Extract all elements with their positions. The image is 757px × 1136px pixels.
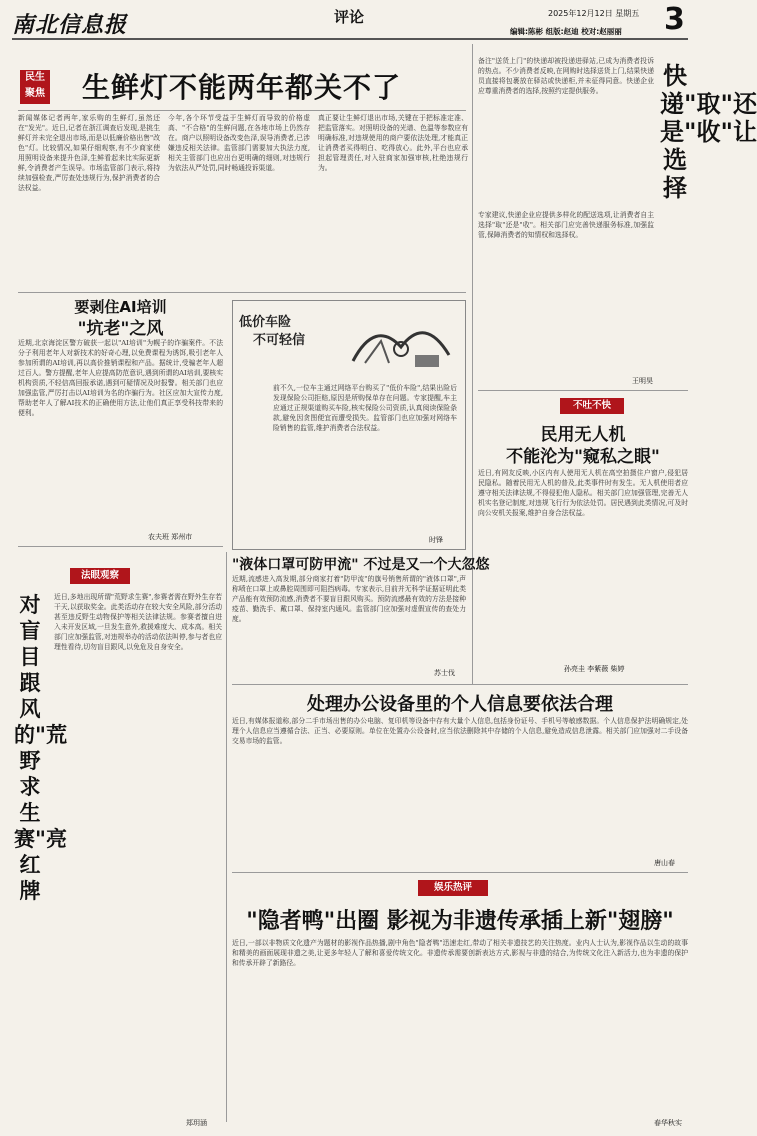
law-column-divider [226,552,227,1122]
car-insurance-byline: 时锋 [429,536,443,544]
mask-article-body: 近期,流感进入高发期,部分商家打着"防甲流"的旗号销售所谓的"液体口罩",声称喷在口罩上或鼻腔周围即可阻挡病毒。专家表示,目前并无科学证据证明此类产品能有效预防流感,消费者不要盲目跟风购买。预防流感最有效的方法是接种疫苗、勤洗手、戴口罩、保持室内通风。监管部门应加强对虚假宣传的查处力度。 [232,575,466,623]
entertainment-headline: "隐者鸭"出圈 影视为非遗传承插上新"翅膀" [246,909,674,934]
main-article-col3: 真正要让生鲜灯退出市场,关键在于把标准定准、把监管落实。对照明设备的光谱、色温等参数应有明确标准,对违规使用的商户要依法处理,才能真正让消费者买得明白、吃得放心。此外,平台也应承担起管理责任,对入驻商家加强审核,杜绝违规行为。 [318,114,468,172]
main-article-col2: 今年,各个环节受益于生鲜灯而导致的价格虚高、"不合格"的生鲜问题,在各地市场上仍然存在。商户以照明设备改变色泽,误导消费者,已涉嫌违反相关法律。监管部门需要加大执法力度,相关主管部门也应出台更明确的细则,对违规行为依法从严处罚,同时畅通投诉渠道。 [168,114,310,172]
drone-byline: 孙亮圭 李紫薇 柴婷 [564,665,625,673]
law-article-body: 近日,多地出现所谓"荒野求生赛",参赛者需在野外生存若干天,以获取奖金。此类活动存在较大安全风险,部分活动甚至违反野生动物保护等相关法律法规。参赛者擅自进入未开发区域,一旦发生意外,救援难度大、成本高。相关部门应加强监管,对违规举办的活动依法叫停,参与者也应理性看待,切勿盲目跟风,以免危及自身安全。 [54,593,222,651]
page-number: 3 [664,2,685,37]
ai-byline: 农夫班 郑州市 [148,533,193,541]
ai-headline-1: 要剥住AI培训 [74,298,167,316]
express-bottom-rule [478,390,688,391]
section-title: 评论 [334,8,365,26]
express-byline: 王明昊 [632,377,653,385]
tag-line-1: 民生 [25,72,45,83]
masthead-rule [12,38,688,40]
office-byline: 唐山春 [654,859,675,867]
law-byline: 郑玥涵 [186,1119,207,1127]
office-top-rule [232,684,688,685]
car-insurance-title-1: 低价车险 [239,315,292,330]
drone-article-body: 近日,有网友反映,小区内有人使用无人机在高空拍摄住户窗户,侵犯居民隐私。随着民用无人机的普及,此类事件时有发生。无人机使用者应遵守相关法律法规,不得侵犯他人隐私。相关部门应加强管理,完善无人机实名登记制度,对违规飞行行为依法处罚。居民遇到此类情况,可及时向公安机关报案,维护自身合法权益。 [478,469,688,517]
car-insurance-illustration [345,305,457,379]
main-headline-rule [18,110,466,111]
car-insurance-title-2: 不可轻信 [253,333,306,348]
office-headline: 处理办公设备里的个人信息要依法合理 [307,694,613,715]
tag-line-2: 聚焦 [25,88,45,99]
tag-yulerereping: 娱乐热评 [418,880,488,896]
issue-date [548,8,639,19]
main-article-col1: 新闻媒体记者两年,家乐购的生鲜灯,虽然还在"发光"。近日,记者在浙江调查后发现,是挑生鲜灯并未完全退出市场,而是以低廉价格出售"改色"灯。比较情况,如果仔细观察,有不少商家使用照明设备来提升色泽,生鲜看起来比实际更新鲜,令消费者产生误导。市场监管部门表示,将持续加强检查,严厉查处违规行为,保护消费者的合法权益。 [18,114,160,192]
entertainment-top-rule [232,872,688,873]
office-article-body: 近日,有媒体报道称,部分二手市场出售的办公电脑、复印机等设备中存有大量个人信息,包括身份证号、手机号等敏感数据。个人信息保护法明确规定,处理个人信息应当遵循合法、正当、必要原则。单位在处置办公设备时,应当依法删除其中存储的个人信息,避免造成信息泄露。相关部门应加强对二手设备交易市场的监管。 [232,717,688,745]
law-vertical-title: 对盲目跟风的"荒野求生赛"亮红牌 [14,593,67,903]
ai-article-body: 近期,北京海淀区警方破获一起以"AI培训"为幌子的诈骗案件。不法分子利用老年人对新技术的好奇心理,以免费课程为诱饵,吸引老年人参加所谓的AI培训,再以高价推销课程和产品。据统计,受骗老年人超过百人。警方提醒,老年人应提高防范意识,遇到所谓的AI培训,要核实机构资质,不轻信高回报承诺,遇到可疑情况及时报警。相关部门也应加强监管,严厉打击以AI培训为名的诈骗行为。社区应加大宣传力度,帮助老年人了解AI技术的正确使用方法,让他们真正享受科技带来的便利。 [18,339,223,417]
express-vertical-title: 快递"取"还是"收"让选择 [660,62,757,202]
tag-butubukuai: 不吐不快 [560,398,624,414]
car-insurance-body: 前不久,一位车主通过网络平台购买了"低价车险",结果出险后发现保险公司拒赔,原因是所购保单存在问题。专家提醒,车主应通过正规渠道购买车险,核实保险公司资质,认真阅读保险条款,避免因贪图便宜而遭受损失。监管部门也应加强对网络车险销售的监管,维护消费者合法权益。 [273,384,457,432]
drone-headline-2: 不能沦为"窥私之眼" [506,447,660,467]
column-divider-right [472,44,473,684]
mask-byline: 苏士伐 [434,669,455,677]
entertainment-article-body: 近日,一部以非物质文化遗产为题材的影视作品热播,剧中角色"隐者鸭"迅速走红,带动了相关非遗技艺的关注热度。业内人士认为,影视作品以生动的故事和精美的画面展现非遗之美,让更多年轻人了解和喜爱传统文化。非遗传承需要创新表达方式,影视与非遗的结合,为传统文化注入新活力,也为非遗的保护和传承开辟了新路径。 [232,939,688,967]
masthead-logo: 南北信息报 [12,12,128,38]
express-article-col1: 备注"送货上门"的快递却被投递进驿站,已成为消费者投诉的热点。不少消费者反映,在网购时选择送货上门,结果快递员直接将包裹放在驿站或快递柜,并未征得同意。快递企业应尊重消费者的选择,按照约定提供服务。 [478,57,654,95]
express-article-col2: 专家建议,快递企业应提供多样化的配送选项,让消费者自主选择"取"还是"收"。相关部门应完善快递服务标准,加强监管,保障消费者的知情权和选择权。 [478,211,654,239]
ai-top-rule [18,292,466,293]
entertainment-byline: 春华秋实 [654,1119,682,1127]
main-headline: 生鲜灯不能两年都关不了 [82,71,402,104]
tag-fayanguancha: 法眼观察 [70,568,130,584]
ai-headline-2: "坑老"之风 [77,319,164,339]
drone-headline-1: 民用无人机 [540,425,626,445]
tag-minsheng [20,70,50,104]
date-text: 2025年12月12日 [548,9,613,18]
car-insurance-box [232,300,466,550]
weekday-text: 星期五 [615,9,640,18]
mask-headline: "液体口罩可防甲流" 不过是又一个大忽悠 [232,557,490,573]
law-top-rule [18,546,223,547]
editors-line: 编辑:陈彬 组版:赵迪 校对:赵丽丽 [510,27,622,36]
